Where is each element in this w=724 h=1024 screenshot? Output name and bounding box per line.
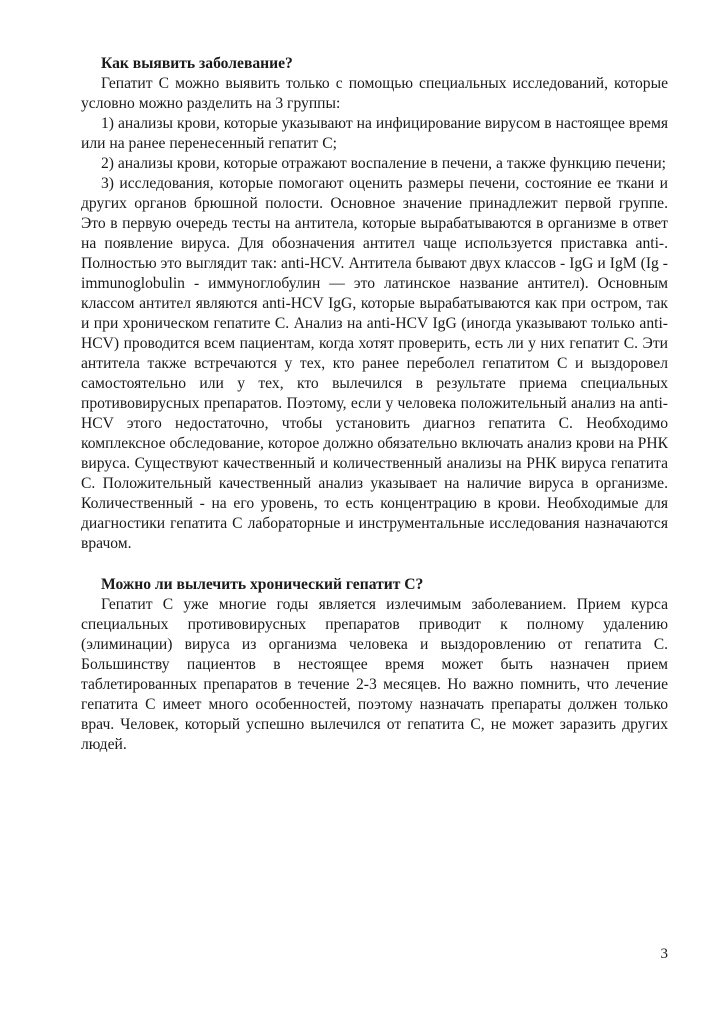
document-page bbox=[81, 54, 668, 755]
section-heading-detection: Как выявить заболевание? bbox=[101, 55, 293, 72]
paragraph-item-2: 2) анализы крови, которые отражают воспаление в печени, а также функцию печени; bbox=[101, 155, 667, 172]
paragraph-item-1: 1) анализы крови, которые указывают на инфицирование вирусом в настоящее время или на ранее перенесенный гепатит С; bbox=[81, 115, 668, 152]
paragraph-item-3: 3) исследования, которые помогают оценить размеры печени, состояние ее ткани и других органов брюшной полости. Основное значение принадлежит первой группе. Это в первую очередь тесты на антитела, которые вырабатываются в организме в ответ на появление вируса. Для обозначения антител чаще используется приставка anti-. Полностью это выглядит так: anti-HCV. Антитела бывают двух классов - IgG и IgM (Ig - immunoglobulin - иммуноглобулин — это латинское название антител). Основным классом антител являются anti-HCV IgG, которые вырабатываются как при остром, так и при хроническом гепатите С. Анализ на anti-HCV IgG (иногда указывают только anti-HCV) проводится всем пациентам, когда хотят проверить, есть ли у них гепатит С. Эти антитела также встречаются у тех, кто ранее переболел гепатитом С и выздоровел самостоятельно или у тех, кто вылечился в результате приема специальных противовирусных препаратов. Поэтому, если у человека положительный анализ на anti-HCV этого недостаточно, чтобы установить диагноз гепатита С. Необходимо комплексное обследование, которое должно обязательно включать анализ крови на РНК вируса. Существуют качественный и количественный анализы на РНК вируса гепатита С. Положительный качественный анализ указывает на наличие вируса в организме. Количественный - на его уровень, то есть концентрацию в крови. Необходимые для диагностики гепатита С лабораторные и инструментальные исследования назначаются врачом. bbox=[81, 175, 668, 552]
paragraph-treatment: Гепатит С уже многие годы является излечимым заболеванием. Прием курса специальных противовирусных препаратов приводит к полному удалению (элиминации) вируса из организма человека и выздоровлению от гепатита С. Большинству пациентов в нестоящее время может быть назначен прием таблетированных препаратов в течение 2-3 месяцев. Но важно помнить, что лечение гепатита С имеет много особенностей, поэтому назначать препараты должен только врач. Человек, который успешно вылечился от гепатита С, не может заразить других людей. bbox=[81, 596, 668, 753]
page-number: 3 bbox=[660, 946, 668, 962]
section-spacer bbox=[81, 554, 668, 575]
section-heading-treatment: Можно ли вылечить хронический гепатит С? bbox=[101, 576, 424, 593]
paragraph-intro: Гепатит С можно выявить только с помощью специальных исследований, которые условно можно разделить на 3 группы: bbox=[81, 75, 668, 112]
